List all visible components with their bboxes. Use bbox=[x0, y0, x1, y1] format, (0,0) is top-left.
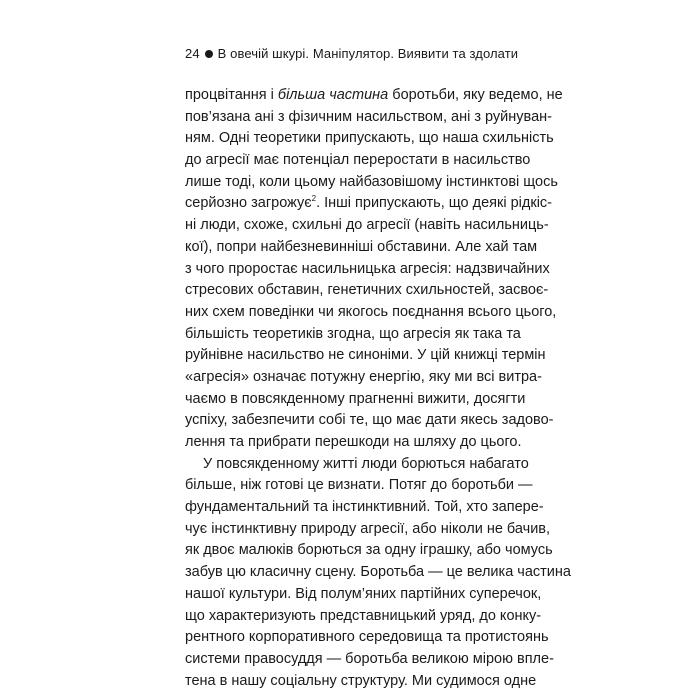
italic-emphasis: більша частина bbox=[277, 87, 389, 103]
text-line: рентного корпоративного середовища та протистоянь bbox=[185, 629, 549, 646]
text-line: процвітання і більша частина боротьби, яку ведемо, не bbox=[185, 87, 563, 103]
text-line: до агресії має потенціал переростати в насильство bbox=[185, 152, 531, 169]
text-line: лише тоді, коли цьому найбазовішому інстинктові щось bbox=[185, 173, 558, 190]
text-line: з чого проростає насильницька агресія: надзвичайних bbox=[185, 260, 550, 277]
text-line: як двоє малюків борються за одну іграшку, або чомусь bbox=[185, 542, 553, 559]
text-line: системи правосуддя — боротьба великою мірою вплe- bbox=[185, 650, 554, 667]
body-text bbox=[185, 85, 571, 692]
text-line: У повсякденному житті люди борються набагато bbox=[203, 455, 529, 472]
text-line: що характеризують представницький уряд, до конку- bbox=[185, 607, 542, 624]
text-line: ням. Одні теоретики припускають, що наша схильність bbox=[185, 130, 554, 147]
running-title: В овечій шкурі. Маніпулятор. Виявити та здолати bbox=[217, 46, 519, 61]
text-line: чує інстинктивну природу агресії, або ніколи не бачив, bbox=[185, 520, 551, 537]
text-line: стресових обставин, генетичних схильностей, засвоє- bbox=[185, 282, 549, 299]
page-number: 24 bbox=[185, 46, 200, 61]
text-line: пов’язана ані з фізичним насильством, ані з руйнуван- bbox=[185, 108, 552, 125]
running-header bbox=[185, 46, 518, 61]
footnote-marker[interactable]: 2 bbox=[311, 194, 317, 204]
text-line: ні люди, схоже, схильні до агресії (навіть насильниць- bbox=[185, 217, 549, 234]
text-line: чаємо в повсякденному прагненні вижити, досягти bbox=[185, 390, 526, 407]
text-line: успіху, забезпечити собі те, що має дати якесь задово- bbox=[185, 412, 554, 429]
text-line: фундаментальний та інстинктивний. Той, хто запере- bbox=[185, 499, 544, 516]
text-line: тена в нашу соціальну структуру. Ми судимося одне bbox=[185, 672, 537, 689]
text-line: «агресія» означає потужну енергію, яку ми всі витра- bbox=[185, 368, 542, 385]
text-line: руйнівне насильство не синоніми. У цій книжці термін bbox=[185, 347, 546, 364]
text-line: нашої культури. Від полум’яних партійних суперечок, bbox=[185, 585, 542, 602]
text-line: забув цю класичну сцену. Боротьба — це велика частина bbox=[185, 564, 571, 581]
text-line: більше, ніж готові це визнати. Потяг до боротьби — bbox=[185, 477, 533, 494]
text-line: них схем поведінки чи якогось поєднання всього цього, bbox=[185, 303, 557, 320]
bullet-icon bbox=[205, 50, 213, 58]
text-line: більшість теоретиків згодна, що агресія як така та bbox=[185, 325, 521, 342]
text-line: кої), попри найбезневинніші обставини. Але хай там bbox=[185, 238, 538, 255]
text-line: лення та прибрати перешкоди на шляху до цього. bbox=[185, 434, 522, 450]
text-line: серйозно загрожує$^2$. Інші припускають, що деякі рідкіс- bbox=[185, 194, 552, 212]
